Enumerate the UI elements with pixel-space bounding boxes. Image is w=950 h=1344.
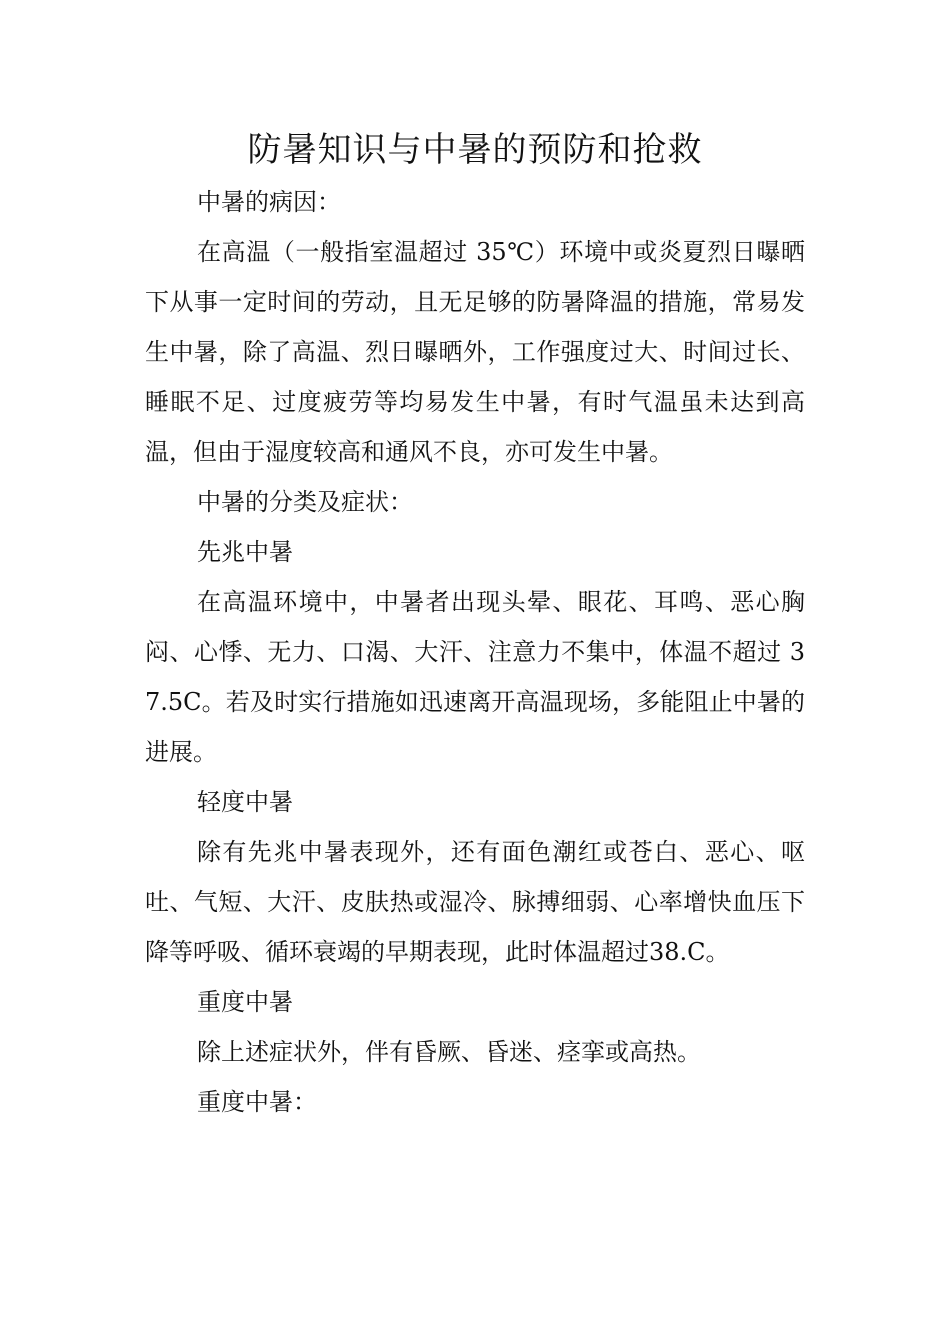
paragraph-severe-heading-2: 重度中暑： (197, 1088, 317, 1116)
paragraph-precursor-heading: 先兆中暑 (197, 538, 293, 566)
paragraph-severe-text: 除上述症状外，伴有昏厥、昏迷、痉挛或高热。 (197, 1038, 701, 1066)
paragraph-mild-heading: 轻度中暑 (197, 788, 293, 816)
paragraph-classification-heading: 中暑的分类及症状： (197, 488, 413, 516)
document-title: 防暑知识与中暑的预防和抢救 (247, 130, 703, 170)
document-body (145, 177, 805, 1127)
paragraph-precursor-text: 在高温环境中，中暑者出现头晕、眼花、耳鸣、恶心胸闷、心悸、无力、口渴、大汗、注意力不集中，体温不超过 37.5C。若及时实行措施如迅速离开高温现场，多能阻止中暑的进展。 (145, 588, 805, 766)
paragraph-cause-heading: 中暑的病因： (197, 188, 341, 216)
paragraph-severe-heading: 重度中暑 (197, 988, 293, 1016)
paragraph-mild-text: 除有先兆中暑表现外，还有面色潮红或苍白、恶心、呕吐、气短、大汗、皮肤热或湿冷、脉搏细弱、心率增快血压下降等呼吸、循环衰竭的早期表现，此时体温超过38.C。 (145, 838, 805, 966)
paragraph-cause-text: 在高温（一般指室温超过 35℃）环境中或炎夏烈日曝晒下从事一定时间的劳动，且无足够的防暑降温的措施，常易发生中暑，除了高温、烈日曝晒外，工作强度过大、时间过长、睡眠不足、过度疲劳等均易发生中暑，有时气温虽未达到高温，但由于湿度较高和通风不良，亦可发生中暑。 (145, 238, 805, 466)
